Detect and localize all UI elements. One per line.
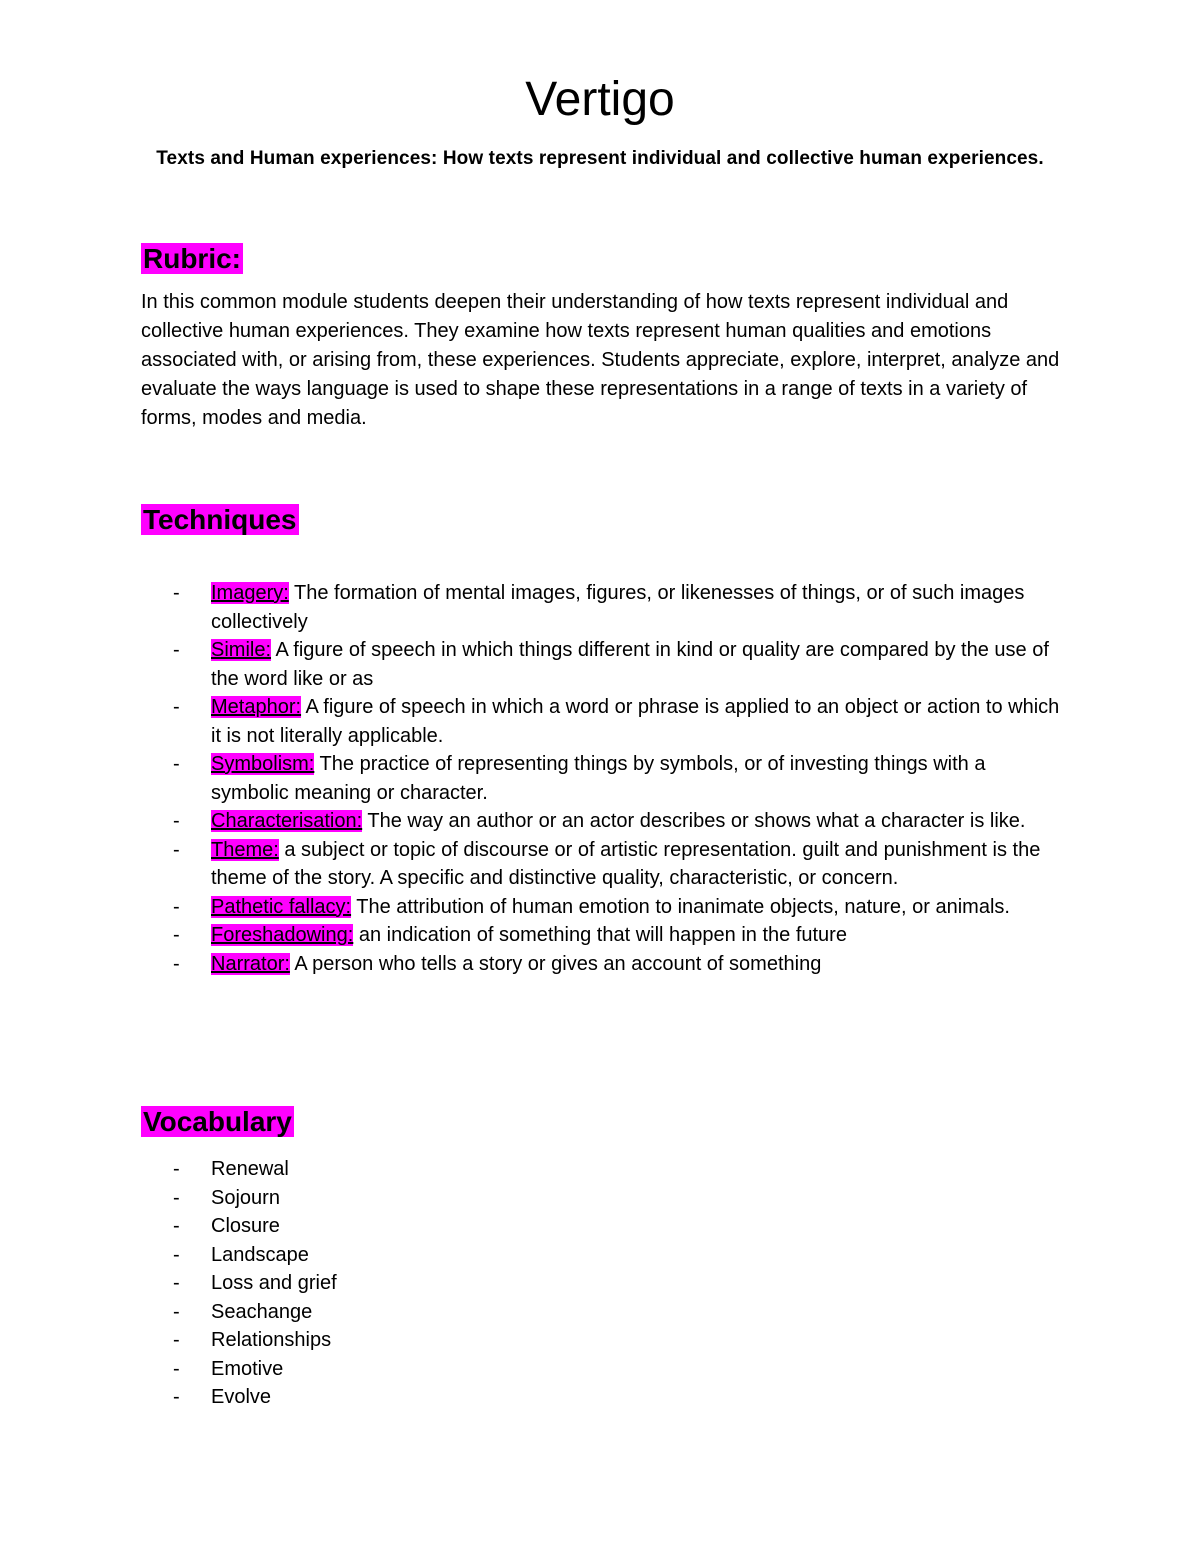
list-item bbox=[0, 579, 1061, 636]
list-bullet: - bbox=[173, 895, 180, 918]
list-item bbox=[0, 893, 1061, 922]
list-item bbox=[0, 950, 1061, 979]
technique-term: Imagery: bbox=[211, 582, 289, 604]
techniques-heading bbox=[141, 502, 299, 538]
technique-term: Narrator: bbox=[211, 952, 290, 975]
vocabulary-word: Closure bbox=[211, 1215, 280, 1237]
list-bullet: - bbox=[173, 753, 180, 775]
list-item bbox=[0, 807, 1061, 836]
technique-definition: The attribution of human emotion to inanimate objects, nature, or animals. bbox=[351, 895, 1010, 918]
technique-term: Symbolism: bbox=[211, 753, 315, 775]
list-bullet: - bbox=[173, 1329, 180, 1351]
rubric-heading-text: Rubric: bbox=[143, 243, 241, 274]
list-bullet: - bbox=[173, 1357, 180, 1380]
technique-term: Theme: bbox=[211, 838, 279, 861]
list-item bbox=[0, 1383, 1061, 1412]
technique-definition: A figure of speech in which a word or phrase is applied to an object or action to which it is not literally applicable. bbox=[211, 696, 1060, 747]
list-item bbox=[0, 693, 1061, 750]
technique-definition: The way an author or an actor describes or shows what a character is like. bbox=[362, 810, 1026, 832]
vocabulary-word: Renewal bbox=[211, 1158, 289, 1180]
vocabulary-list bbox=[0, 1155, 1061, 1412]
list-bullet: - bbox=[173, 952, 180, 975]
vocabulary-word: Sojourn bbox=[211, 1186, 280, 1209]
list-bullet: - bbox=[173, 1215, 180, 1237]
list-bullet: - bbox=[173, 810, 180, 832]
vocabulary-word: Relationships bbox=[211, 1329, 332, 1351]
list-item bbox=[0, 750, 1061, 807]
list-item bbox=[0, 1269, 1061, 1298]
list-bullet: - bbox=[173, 696, 180, 718]
vocabulary-word: Landscape bbox=[211, 1243, 309, 1266]
list-item bbox=[0, 1355, 1061, 1384]
list-bullet: - bbox=[173, 1300, 180, 1323]
technique-definition: The practice of representing things by symbols, or of investing things with a symbolic meaning or character. bbox=[211, 753, 986, 804]
technique-definition: a subject or topic of discourse or of artistic representation. guilt and punishment is the theme of the story. A specific and distinctive quality, characteristic, or concern. bbox=[211, 838, 1041, 889]
vocabulary-word: Evolve bbox=[211, 1386, 272, 1408]
list-item bbox=[0, 636, 1061, 693]
techniques-heading-text: Techniques bbox=[143, 504, 297, 535]
list-item bbox=[0, 836, 1061, 893]
technique-term: Foreshadowing: bbox=[211, 924, 354, 946]
list-bullet: - bbox=[173, 1186, 180, 1209]
list-bullet: - bbox=[173, 924, 180, 946]
list-bullet: - bbox=[173, 838, 180, 861]
document-title: Vertigo bbox=[525, 73, 675, 126]
list-item bbox=[0, 1155, 1061, 1184]
technique-term: Metaphor: bbox=[211, 696, 302, 718]
list-item bbox=[0, 1298, 1061, 1327]
techniques-list bbox=[0, 579, 1061, 978]
list-bullet: - bbox=[173, 582, 180, 604]
list-bullet: - bbox=[173, 1272, 180, 1294]
document-subtitle: Texts and Human experiences: How texts represent individual and collective human experiences. bbox=[156, 148, 1044, 169]
vocabulary-heading-text: Vocabulary bbox=[143, 1106, 292, 1137]
list-item bbox=[0, 1326, 1061, 1355]
list-item bbox=[0, 921, 1061, 950]
list-item bbox=[0, 1241, 1061, 1270]
technique-definition: The formation of mental images, figures, or likenesses of things, or of such images collectively bbox=[211, 582, 1025, 633]
rubric-paragraph: In this common module students deepen their understanding of how texts represent individual and collective human experiences. They examine how texts represent human qualities and emotions associated with, or arising from, these experiences. Students appreciate, explore, interpret, analyze and evaluate the ways language is used to shape these representations in a range of texts in a variety of forms, modes and media. bbox=[141, 291, 1060, 429]
technique-definition: A person who tells a story or gives an account of something bbox=[289, 952, 822, 975]
list-bullet: - bbox=[173, 1158, 180, 1180]
vocabulary-word: Loss and grief bbox=[211, 1272, 337, 1294]
technique-term: Simile: bbox=[211, 639, 272, 661]
technique-definition: A figure of speech in which things different in kind or quality are compared by the use of the word like or as bbox=[211, 639, 1049, 690]
vocabulary-word: Seachange bbox=[211, 1300, 313, 1323]
list-bullet: - bbox=[173, 639, 180, 661]
technique-term: Characterisation: bbox=[211, 810, 363, 832]
list-bullet: - bbox=[173, 1243, 180, 1266]
list-item bbox=[0, 1184, 1061, 1213]
vocabulary-heading bbox=[141, 1104, 294, 1140]
technique-term: Pathetic fallacy: bbox=[211, 895, 352, 918]
rubric-heading bbox=[141, 241, 243, 277]
list-bullet: - bbox=[173, 1386, 180, 1408]
technique-definition: an indication of something that will happen in the future bbox=[353, 924, 847, 946]
vocabulary-word: Emotive bbox=[211, 1357, 284, 1380]
list-item bbox=[0, 1212, 1061, 1241]
